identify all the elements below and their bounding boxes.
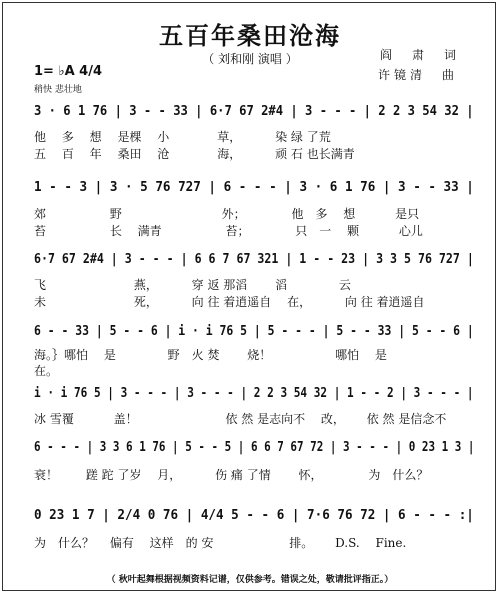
song-title: 五百年桑田沧海 [159,21,341,50]
lyrics-line-4-verse-2: 在。 [34,364,59,378]
lyrics-line-2-verse-2: 苔 长 满青 苔； 只 一 颗 心儿 [34,224,423,238]
notation-line-7: 0 23 1 7 | 2/4 0 76 | 4/4 5 - - 6 | 7·6 76 72 | 6 - - - :| [34,508,474,523]
composer-credit: 许镜清 曲 [378,68,459,82]
lyrics-line-4-verse-1: 海。｝哪怕 是 野 火 焚 烧！ 哪怕 是 [34,348,387,362]
notation-line-3: 6·7 67 2#4 | 3 - - - | 6 6 7 67 321 | 1 - - 23 | 3 3 5 76 727 | [34,252,474,267]
lyrics-line-3-verse-2: 未 死， 向 往 着逍遥自 在， 向 往 着逍遥自 [34,295,425,309]
lyrics-line-1-verse-2: 五 百 年 桑田 沧 海， 顽 石 也长满青 [34,147,355,161]
lyrics-line-2-verse-1: 郊 野 外； 他 多 想 是只 [34,207,420,221]
lyrics-line-3-verse-1: 飞 燕， 穿 返 那滔 滔 云 [34,278,351,292]
lyrics-line-6: 衰！ 蹉 跎 了岁 月， 伤 痛 了情 怀， 为 什么？ [34,468,429,482]
tempo-marking: 稍快 悲壮地 [34,85,82,95]
transcription-note: （ 秋叶起舞根据视频资料记谱，仅供参考。错误之处，敬请批评指正。） [106,575,394,585]
notation-line-1: 3 · 6 1 76 | 3 - - 33 | 6·7 67 2#4 | 3 - - - | 2 2 3 54 32 | [34,104,474,119]
lyrics-line-7: 为 什么？ 偏有 这样 的 安 排。 D.S. Fine. [34,536,407,550]
notation-line-4: 6 - - 33 | 5 - - 6 | i · i 76 5 | 5 - - - | 5 - - 33 | 5 - - 6 | [34,324,474,339]
key-signature: 1= ♭A 4/4 [34,64,103,79]
notation-line-5: i · i 76 5 | 3 - - - | 3 - - - | 2 2 3 54 32 | 1 - - 2 | 3 - - - | [34,386,474,401]
lyrics-line-1-verse-1: 他 多 想 是棵 小 草， 染 绿 了荒 [34,130,331,144]
performer-subtitle: （ 刘和刚 演唱 ） [202,52,298,66]
notation-line-6: 6 - - - | 3 3 6 1 76 | 5 - - 5 | 6 6 7 67 72 | 3 - - - | 0 23 1 3 | [34,440,475,455]
lyrics-line-5: 冰 雪覆 盖！ 依 然 是志向不 改， 依 然 是信念不 [34,412,447,426]
notation-line-2: 1 - - 3 | 3 · 5 76 727 | 6 - - - | 3 · 6 1 76 | 3 - - 33 | [34,180,474,195]
lyricist-credit: 阎 肃 词 [380,48,461,62]
